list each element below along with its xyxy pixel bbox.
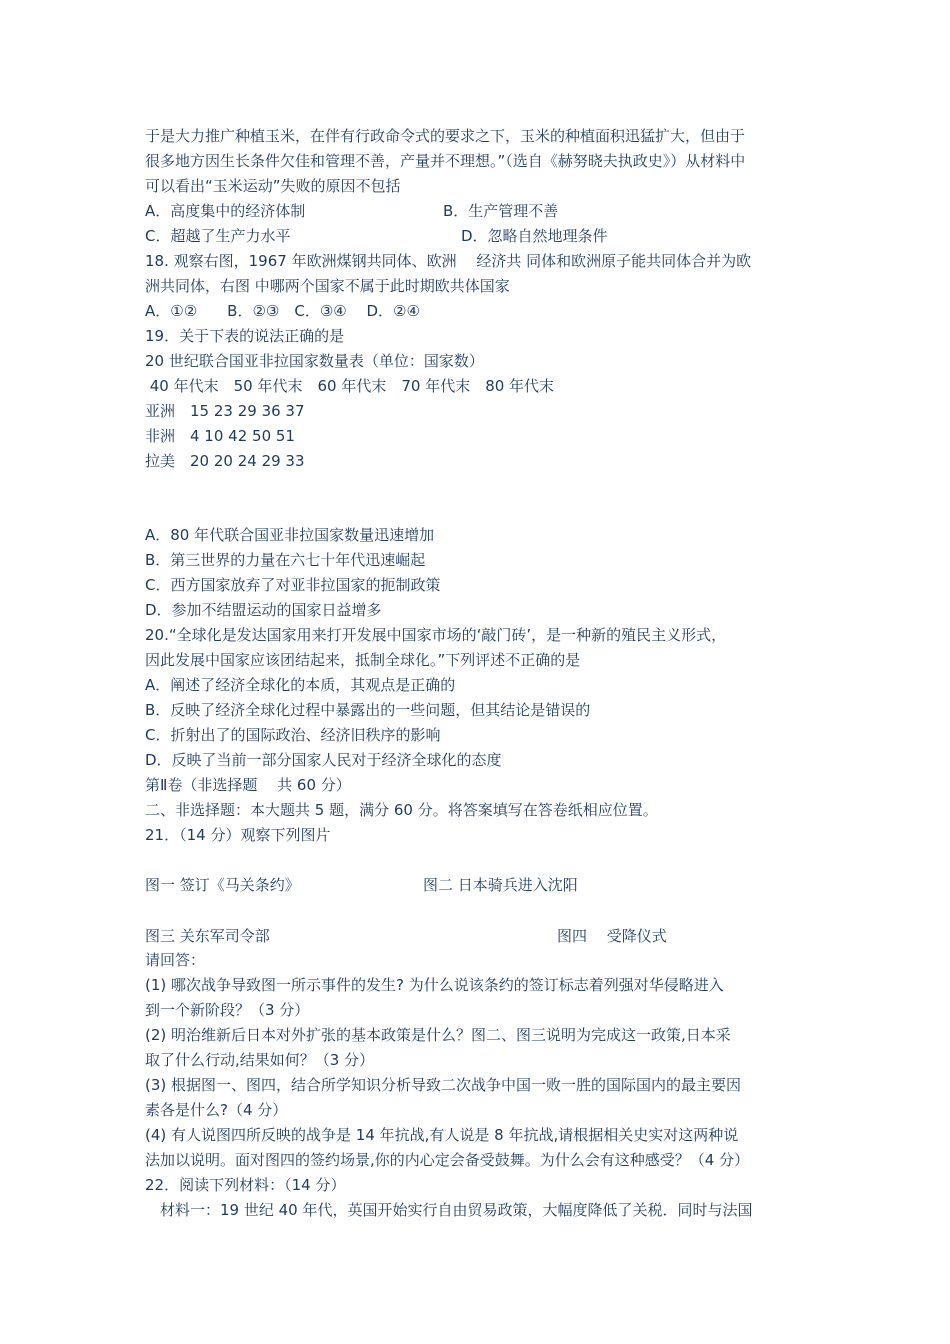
text-line: 素各是什么?（4 分）: [145, 1101, 288, 1119]
table-header: 40 年代末 50 年代末 60 年代末 70 年代末 80 年代末: [145, 377, 555, 395]
text-line: 取了什么行动,结果如何？（3 分）: [145, 1051, 375, 1069]
section-instructions: 二、非选择题：本大题共 5 题，满分 60 分。将答案填写在答卷纸相应位置。: [145, 801, 658, 819]
figure-caption: 图三 关东军司令部: [145, 927, 270, 945]
option-c: C．西方国家放弃了对亚非拉国家的扼制政策: [145, 576, 441, 594]
text-line: 因此发展中国家应该团结起来，抵制全球化。”下列评述不正确的是: [145, 651, 581, 669]
question-19: 19．关于下表的说法正确的是: [145, 327, 345, 345]
question-22: 22．阅读下列材料：（14 分）: [145, 1176, 346, 1194]
option-c: C．折射出了的国际政治、经济旧秩序的影响: [145, 726, 441, 744]
text-line: 请回答：: [145, 951, 206, 969]
question-20: 20.“全球化是发达国家用来打开发展中国家市场的‘敲门砖’，是一种新的殖民主义形式，: [145, 626, 727, 644]
text-line: 可以看出“玉米运动”失败的原因不包括: [145, 177, 401, 195]
option-a: A．阐述了经济全球化的本质，其观点是正确的: [145, 676, 456, 694]
sub-question: (3) 根据图一、图四，结合所学知识分析导致二次战争中国一败一胜的国际国内的最主要因: [145, 1076, 742, 1094]
table-row: 拉美 20 20 24 29 33: [145, 452, 305, 470]
section-heading: 第Ⅱ卷（非选择题 共 60 分）: [145, 776, 351, 794]
sub-question: (1) 哪次战争导致图一所示事件的发生? 为什么说该条约的签订标志着列强对华侵略进入: [145, 976, 724, 994]
option-d: D．忽略自然地理条件: [461, 227, 608, 245]
option-d: D．反映了当前一部分国家人民对于经济全球化的态度: [145, 751, 502, 769]
option-d: D．参加不结盟运动的国家日益增多: [145, 601, 382, 619]
question-18: 18. 观察右图，1967 年欧洲煤钢共同体、欧洲 经济共 同体和欧洲原子能共同体合并为欧: [145, 252, 752, 270]
option-b: B．第三世界的力量在六七十年代迅速崛起: [145, 551, 426, 569]
figure-caption: 图二 日本骑兵进入沈阳: [423, 876, 578, 894]
figure-caption: 图一 签订《马关条约》: [145, 876, 300, 894]
text-line: 很多地方因生长条件欠佳和管理不善，产量并不理想。”（选自《赫努晓夫执政史》）从材料中: [145, 152, 746, 170]
sub-question: (4) 有人说图四所反映的战争是 14 年抗战,有人说是 8 年抗战,请根据相关史实对这两种说: [145, 1126, 739, 1144]
text-line: 法加以说明。面对图四的签约场景,你的内心定会备受鼓舞。为什么会有这种感受？（4 分）: [145, 1151, 750, 1169]
table-row: 亚洲 15 23 29 36 37: [145, 402, 305, 420]
table-row: 非洲 4 10 42 50 51: [145, 427, 295, 445]
option-b: B．生产管理不善: [443, 202, 559, 220]
question-21: 21．（14 分）观察下列图片: [145, 826, 331, 844]
text-line: 洲共同体，右图 中哪两个国家不属于此时期欧共体国家: [145, 277, 510, 295]
question-18-options: A．①② B．②③ C．③④ D．②④: [145, 302, 420, 320]
option-a: A．80 年代联合国亚非拉国家数量迅速增加: [145, 526, 435, 544]
text-line: 材料一：19 世纪 40 年代，英国开始实行自由贸易政策，大幅度降低了关税．同时与法国: [145, 1201, 753, 1219]
text-line: 于是大力推广种植玉米，在伴有行政命令式的要求之下，玉米的种植面积迅猛扩大，但由于: [145, 127, 746, 145]
table-title: 20 世纪联合国亚非拉国家数量表（单位：国家数）: [145, 352, 484, 370]
sub-question: (2) 明治维新后日本对外扩张的基本政策是什么？图二、图三说明为完成这一政策,日本采: [145, 1026, 731, 1044]
option-b: B．反映了经济全球化过程中暴露出的一些问题，但其结论是错误的: [145, 701, 591, 719]
figure-caption: 图四 受降仪式: [557, 927, 667, 945]
option-c: C．超越了生产力水平: [145, 227, 291, 245]
text-line: 到一个新阶段？（3 分）: [145, 1001, 310, 1019]
option-a: A．高度集中的经济体制: [145, 202, 306, 220]
